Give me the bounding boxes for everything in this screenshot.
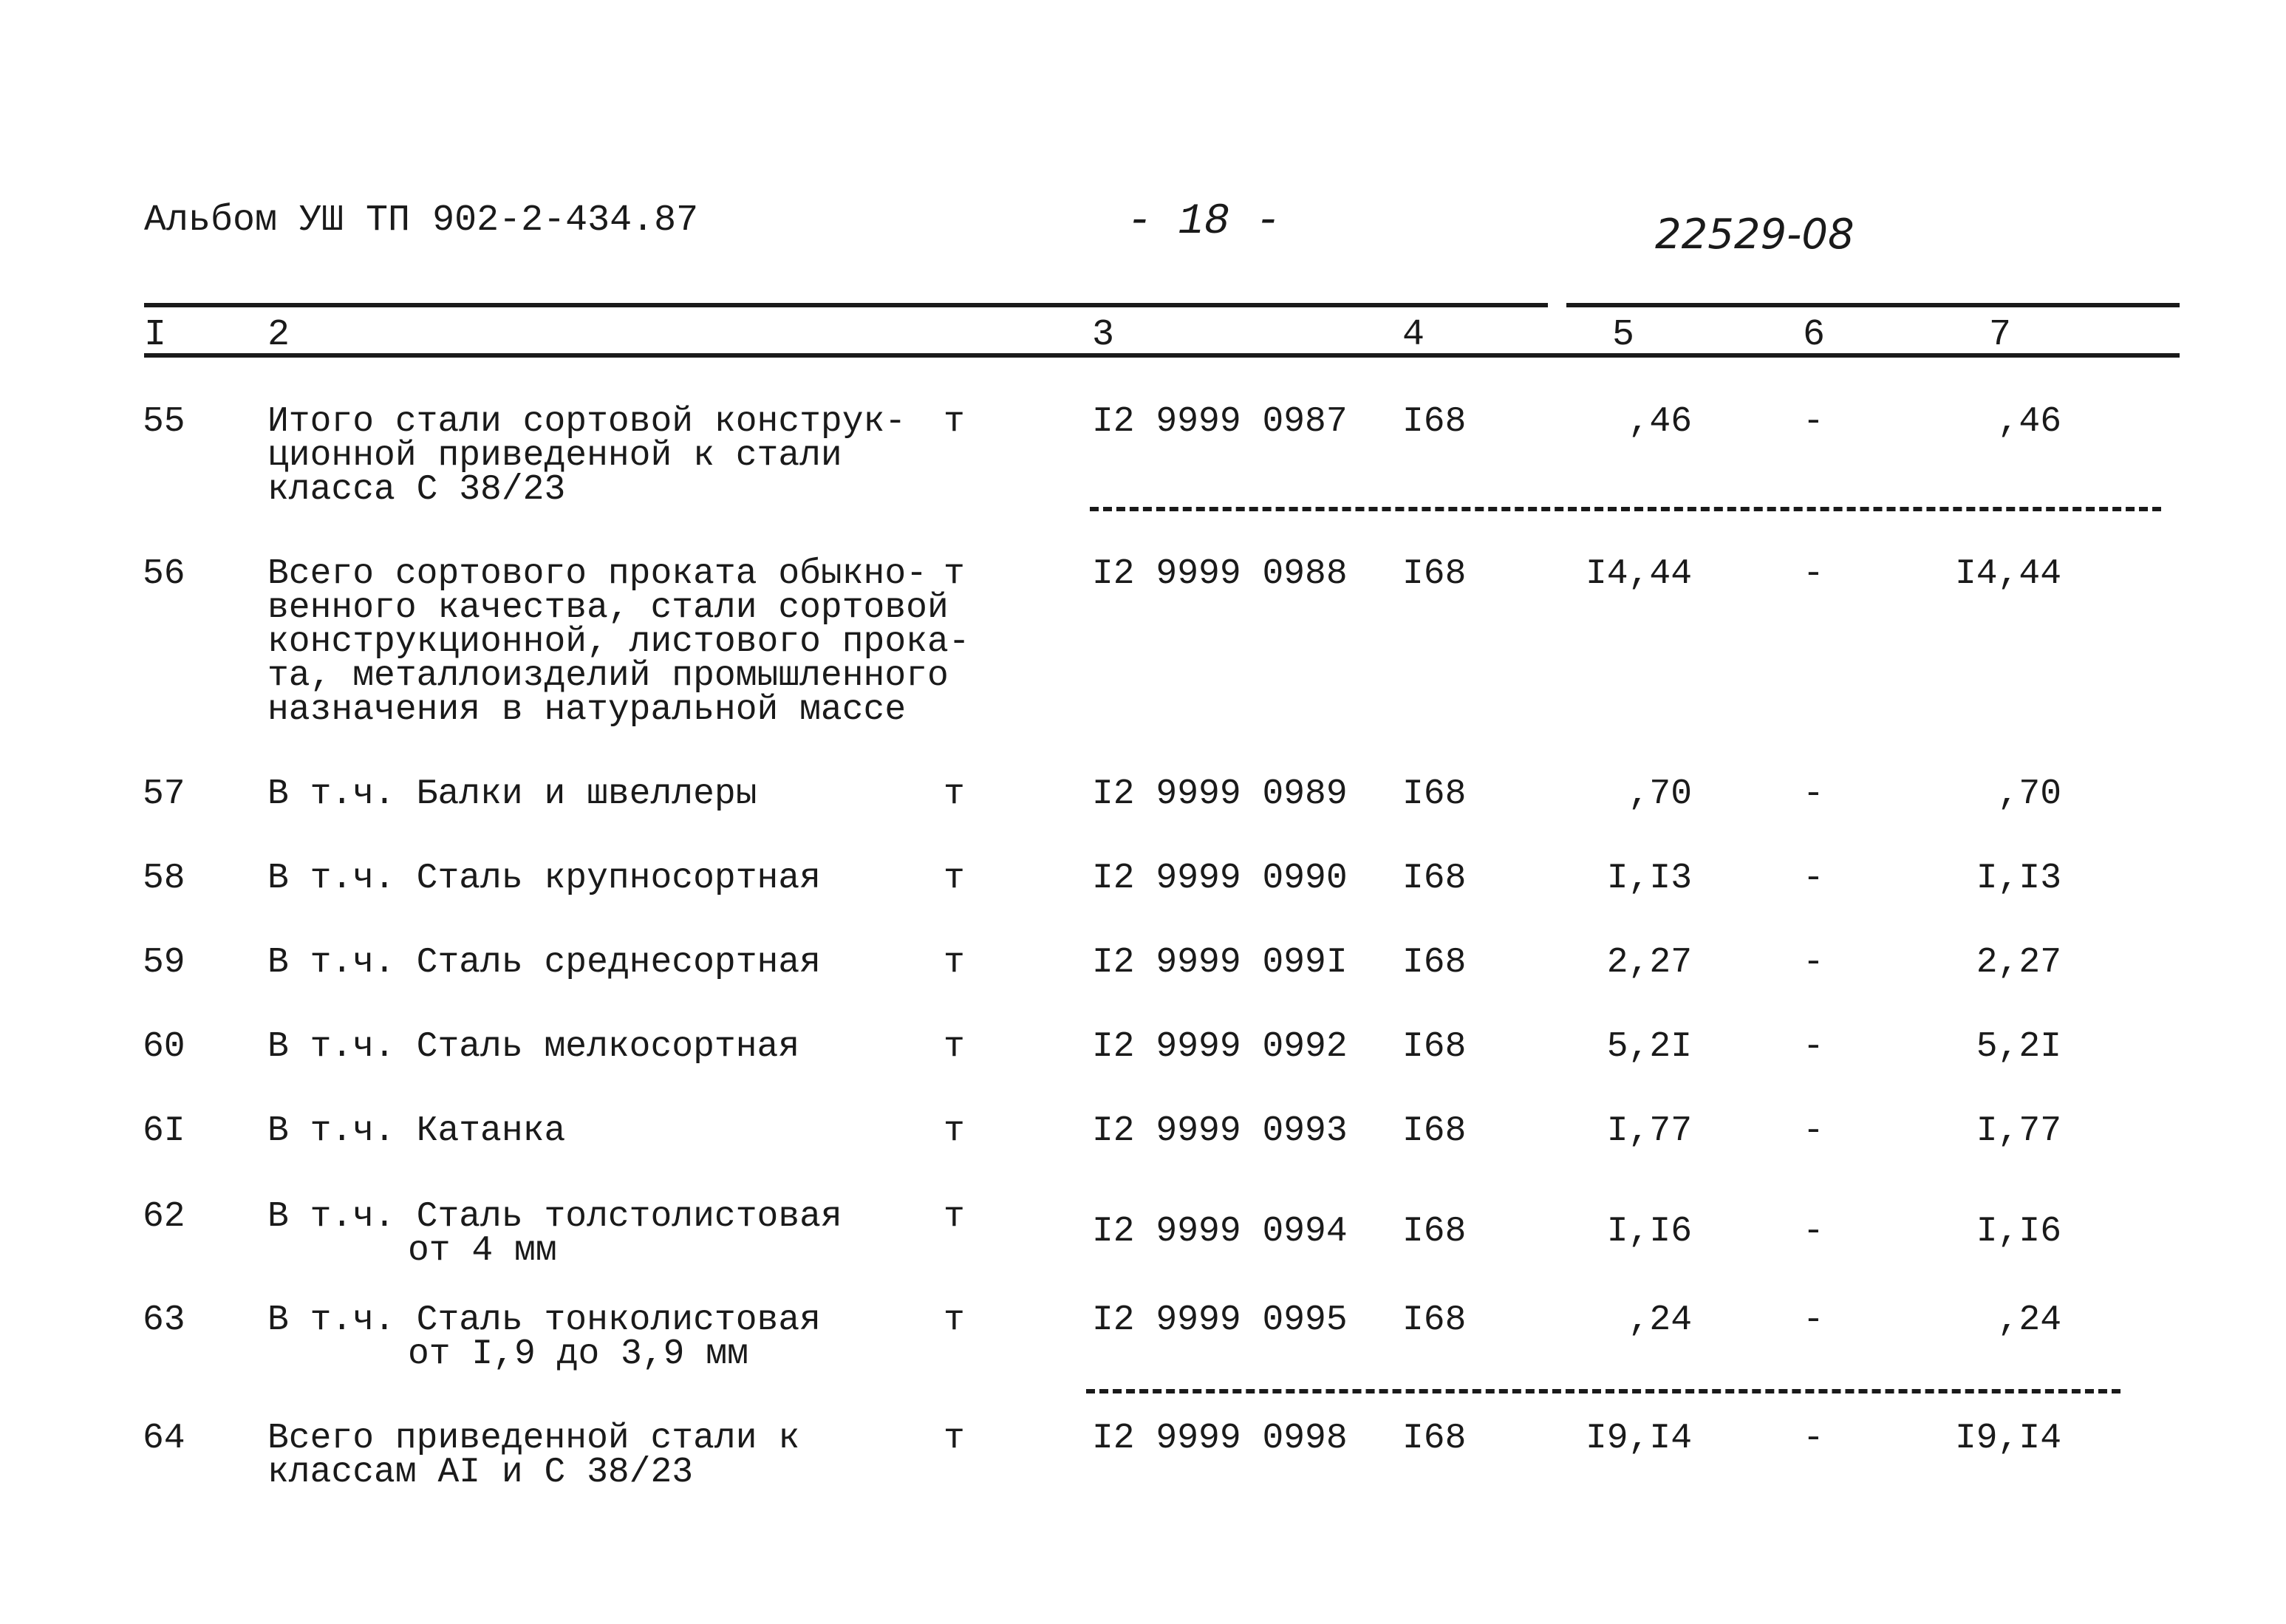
table-top-rule-right bbox=[1566, 303, 2180, 307]
row-col5: ,24 bbox=[1628, 1300, 1692, 1340]
row-number: 62 bbox=[143, 1197, 185, 1237]
row-col4: I68 bbox=[1402, 1027, 1467, 1067]
row-number: 6I bbox=[143, 1111, 185, 1151]
row-code: I2 9999 0988 bbox=[1092, 554, 1348, 594]
row-number: 64 bbox=[143, 1419, 185, 1458]
row-col4: I68 bbox=[1402, 1111, 1467, 1151]
column-number-7: 7 bbox=[1989, 314, 2012, 356]
row-col4: I68 bbox=[1402, 402, 1467, 442]
row-col5: I9,I4 bbox=[1585, 1419, 1692, 1458]
row-unit: т bbox=[944, 1111, 965, 1151]
row-col6: - bbox=[1803, 1212, 1824, 1252]
row-unit: т bbox=[944, 943, 965, 983]
column-number-4: 4 bbox=[1402, 314, 1425, 356]
column-number-1: I bbox=[144, 314, 167, 356]
row-unit: т bbox=[944, 1419, 965, 1458]
row-col5: I4,44 bbox=[1585, 554, 1692, 594]
row-col7: ,70 bbox=[1997, 774, 2061, 814]
row-code: I2 9999 0989 bbox=[1092, 774, 1348, 814]
row-col6: - bbox=[1803, 1111, 1824, 1151]
row-col5: ,70 bbox=[1628, 774, 1692, 814]
row-unit: т bbox=[944, 402, 965, 442]
row-number: 56 bbox=[143, 554, 185, 594]
row-unit: т bbox=[944, 859, 965, 898]
row-col7: I,I6 bbox=[1976, 1212, 2061, 1252]
column-number-6: 6 bbox=[1803, 314, 1826, 356]
row-number: 63 bbox=[143, 1300, 185, 1340]
row-number: 59 bbox=[143, 943, 185, 983]
row-col4: I68 bbox=[1402, 943, 1467, 983]
row-col5: I,I3 bbox=[1606, 859, 1692, 898]
row-unit: т bbox=[944, 1197, 965, 1237]
row-col7: I9,I4 bbox=[1954, 1419, 2061, 1458]
row-name: Всего сортового проката обыкно- венного качества, стали сортовой конструкционной, листового прока- та, металлоизделий промышленного назначения в натуральной массе bbox=[267, 554, 970, 730]
row-name: В т.ч. Сталь мелкосортная bbox=[267, 1027, 800, 1067]
row-name: В т.ч. Сталь тонколистовая от I,9 до 3,9 мм bbox=[267, 1300, 821, 1374]
row-col6: - bbox=[1803, 1300, 1824, 1340]
row-col6: - bbox=[1803, 943, 1824, 983]
subtotal-dashed-line bbox=[1090, 507, 2161, 511]
column-number-5: 5 bbox=[1612, 314, 1635, 356]
row-col4: I68 bbox=[1402, 1419, 1467, 1458]
row-name: В т.ч. Сталь крупносортная bbox=[267, 859, 821, 898]
page-number: - 18 - bbox=[1127, 198, 1281, 246]
row-unit: т bbox=[944, 774, 965, 814]
column-number-2: 2 bbox=[267, 314, 290, 356]
row-col5: I,I6 bbox=[1606, 1212, 1692, 1252]
row-col7: 2,27 bbox=[1976, 943, 2061, 983]
total-dashed-line bbox=[1086, 1389, 2120, 1393]
row-code: I2 9999 0994 bbox=[1092, 1212, 1348, 1252]
row-col6: - bbox=[1803, 1027, 1824, 1067]
row-code: I2 9999 0992 bbox=[1092, 1027, 1348, 1067]
album-title: Альбом УШ ТП 902-2-434.87 bbox=[144, 199, 699, 242]
row-col5: ,46 bbox=[1628, 402, 1692, 442]
row-name: В т.ч. Балки и швеллеры bbox=[267, 774, 757, 814]
row-code: I2 9999 0993 bbox=[1092, 1111, 1348, 1151]
row-col7: I,77 bbox=[1976, 1111, 2061, 1151]
row-col5: 5,2I bbox=[1606, 1027, 1692, 1067]
row-number: 55 bbox=[143, 402, 185, 442]
row-unit: т bbox=[944, 1027, 965, 1067]
column-number-3: 3 bbox=[1092, 314, 1115, 356]
row-col7: ,24 bbox=[1997, 1300, 2061, 1340]
row-name: В т.ч. Сталь среднесортная bbox=[267, 943, 821, 983]
row-col4: I68 bbox=[1402, 774, 1467, 814]
row-col6: - bbox=[1803, 1419, 1824, 1458]
row-col6: - bbox=[1803, 554, 1824, 594]
row-name: Итого стали сортовой конструк- ционной приведенной к стали класса С 38/23 bbox=[267, 402, 907, 510]
row-name: Всего приведенной стали к классам АI и С 38/23 bbox=[267, 1419, 800, 1492]
row-col7: ,46 bbox=[1997, 402, 2061, 442]
row-col4: I68 bbox=[1402, 554, 1467, 594]
row-name: В т.ч. Катанка bbox=[267, 1111, 566, 1151]
row-col6: - bbox=[1803, 859, 1824, 898]
row-name: В т.ч. Сталь толстолистовая от 4 мм bbox=[267, 1197, 842, 1271]
table-header-rule bbox=[144, 353, 2180, 358]
row-col4: I68 bbox=[1402, 1212, 1467, 1252]
row-col5: I,77 bbox=[1606, 1111, 1692, 1151]
row-col7: 5,2I bbox=[1976, 1027, 2061, 1067]
row-col5: 2,27 bbox=[1606, 943, 1692, 983]
row-unit: т bbox=[944, 554, 965, 594]
row-col4: I68 bbox=[1402, 1300, 1467, 1340]
row-number: 60 bbox=[143, 1027, 185, 1067]
table-top-rule-left bbox=[144, 303, 1548, 307]
document-number: 22529-08 bbox=[1655, 211, 1855, 259]
row-code: I2 9999 0990 bbox=[1092, 859, 1348, 898]
row-code: I2 9999 0995 bbox=[1092, 1300, 1348, 1340]
row-col7: I,I3 bbox=[1976, 859, 2061, 898]
row-code: I2 9999 0998 bbox=[1092, 1419, 1348, 1458]
row-col7: I4,44 bbox=[1954, 554, 2061, 594]
row-code: I2 9999 099I bbox=[1092, 943, 1348, 983]
row-number: 58 bbox=[143, 859, 185, 898]
row-col6: - bbox=[1803, 402, 1824, 442]
row-number: 57 bbox=[143, 774, 185, 814]
row-col4: I68 bbox=[1402, 859, 1467, 898]
row-col6: - bbox=[1803, 774, 1824, 814]
row-code: I2 9999 0987 bbox=[1092, 402, 1348, 442]
row-unit: т bbox=[944, 1300, 965, 1340]
